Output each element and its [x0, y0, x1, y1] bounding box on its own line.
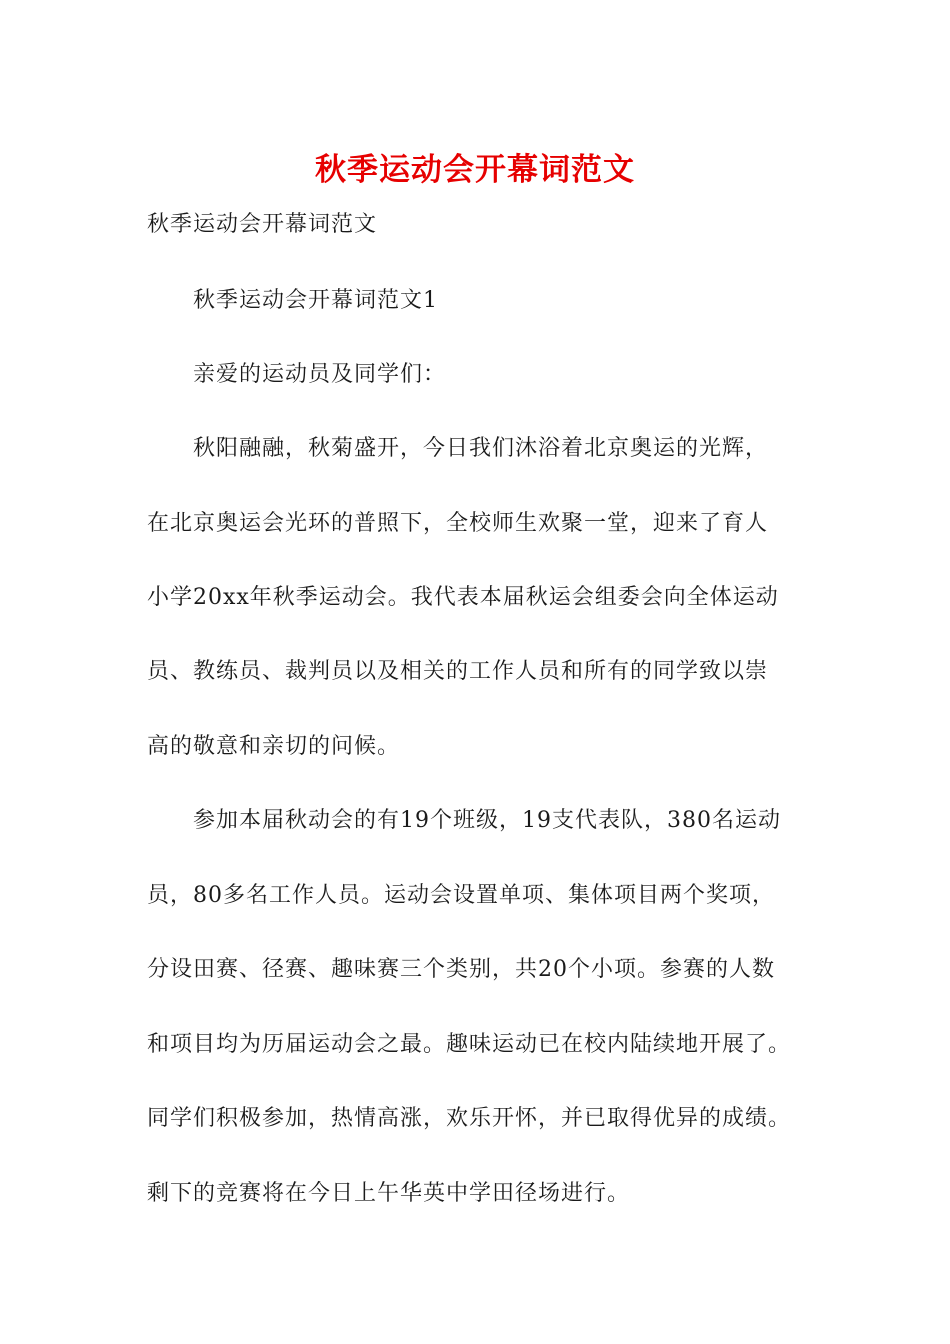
paragraph-1-line-5: 高的敬意和亲切的问候。 — [147, 734, 401, 759]
paragraph-2-line-5: 同学们积极参加，热情高涨，欢乐开怀，并已取得优异的成绩。 — [147, 1106, 792, 1131]
paragraph-2-line-3: 分设田赛、径赛、趣味赛三个类别，共20个小项。参赛的人数 — [147, 957, 775, 982]
paragraph-1-line-4: 员、教练员、裁判员以及相关的工作人员和所有的同学致以崇 — [147, 659, 769, 684]
section-heading: 秋季运动会开幕词范文1 — [193, 288, 438, 313]
paragraph-2-line-6: 剩下的竞赛将在今日上午华英中学田径场进行。 — [147, 1181, 631, 1206]
document-title: 秋季运动会开幕词范文 — [315, 152, 635, 188]
paragraph-2-line-4: 和项目均为历届运动会之最。趣味运动已在校内陆续地开展了。 — [147, 1032, 792, 1057]
paragraph-1-line-1: 秋阳融融，秋菊盛开，今日我们沐浴着北京奥运的光辉， — [193, 436, 769, 461]
paragraph-1-line-2: 在北京奥运会光环的普照下，全校师生欢聚一堂，迎来了育人 — [147, 511, 769, 536]
salutation: 亲爱的运动员及同学们： — [193, 362, 447, 387]
subtitle-line: 秋季运动会开幕词范文 — [147, 212, 378, 237]
paragraph-1-line-3: 小学20xx年秋季运动会。我代表本届秋运会组委会向全体运动 — [147, 585, 779, 610]
paragraph-2-line-1: 参加本届秋动会的有19个班级，19支代表队，380名运动 — [193, 808, 781, 833]
paragraph-2-line-2: 员，80多名工作人员。运动会设置单项、集体项目两个奖项， — [147, 883, 775, 908]
